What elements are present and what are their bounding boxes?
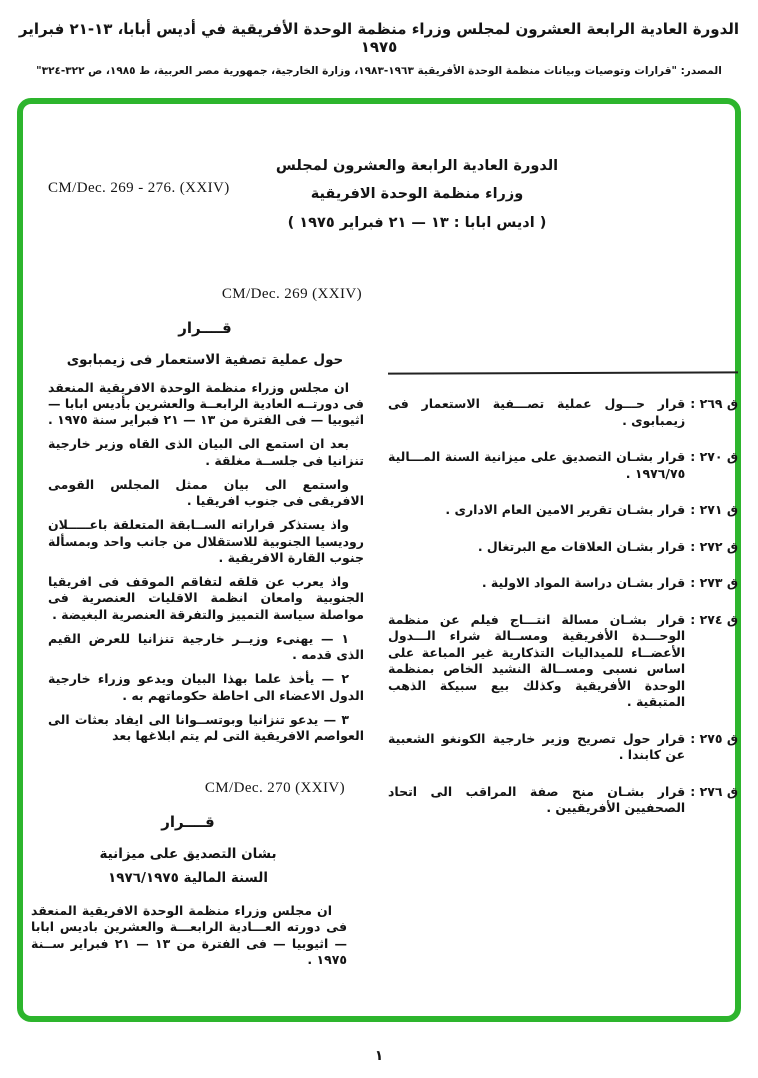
paragraph: بعد ان استمع الى البيان الذى القاه وزير خارجية تنزانيا فى جلســة مغلقة . <box>48 436 364 468</box>
resolution-summary: قرار بشـان تقرير الامين العام الادارى . <box>445 502 686 517</box>
resolution-number: ق ٢٧٤ : <box>690 611 738 627</box>
paragraph: واذ يستذكر قراراته الســابقة المتعلقة باعـــــلان روديسيا الجنوبية للاستقلال من جانب واحد وبمسألة جنوب القارة الافريقية . <box>48 517 364 565</box>
session-caption: الدورة العادية الرابعة العشرون لمجلس وزراء منظمة الوحدة الأفريقية في أديس أبابا، ١٣-٢١ فبراير ١٩٧٥ <box>18 20 740 56</box>
list-item <box>388 575 738 592</box>
index-divider-line <box>388 371 738 374</box>
resolution-number: ق ٢٧١ : <box>690 502 738 517</box>
paragraph: واذ يعرب عن قلقه لتفاقم الموقف فى افريقيا الجنوبية وامعان انظمة الاقليات العنصرية فى مواصلة سياسة التمييز والتفرقة العنصرية البغيضة . <box>48 574 364 622</box>
resolution-summary: قرار حـــول عملية تصـــفية الاستعمار فى زيمبابوى . <box>388 396 686 428</box>
list-item <box>388 731 738 764</box>
list-item <box>388 449 738 482</box>
decree-subject-269: حول عملية تصفية الاستعمار فى زيمبابوى <box>66 352 344 368</box>
resolution-summary: قرار بشـان مسالة انتـــاج فيلم عن منظمة الوحـــدة الأفريقية ومســالة شراء الـــدول الأعضــاء للميداليات التذكارية غير المباعة على اساس نسبى ومســالة النشيد الخاص بمنظمة الوحدة الأفريقية وكذلك بيع سبيكة الذهب المتبقية . <box>388 611 686 709</box>
list-item <box>388 539 738 556</box>
numbered-clause-3: ٣ — يدعو تنزانيا وبوتســوانا الى ايفاد بعثات الى العواصم الافريقية التى لم يتم ابلاغها بعد <box>48 711 364 744</box>
reference-range: CM/Dec. 269 - 276. (XXIV) <box>48 180 230 196</box>
decree-heading-270: قــــرار <box>161 813 215 831</box>
decree-subject-270-line1: بشان التصديق على ميزانية <box>99 846 277 862</box>
resolution-summary: قرار حول تصريح وزير خارجية الكونغو الشعبية عن كابندا . <box>388 730 686 762</box>
numbered-clause-1: ١ — يهنىء وزيــر خارجية تنزانيا للعرض القيم الذى قدمه . <box>48 630 364 663</box>
section-ref-270: CM/Dec. 270 (XXIV) <box>204 780 345 796</box>
resolution-number: ق ٢٧٦ : <box>690 783 738 799</box>
decree-subject-270-line2: السنة المالية ١٩٧٦/١٩٧٥ <box>108 869 268 886</box>
section-270 <box>23 780 353 976</box>
resolution-summary: قرار بشـان العلاقات مع البرتغال . <box>477 538 686 554</box>
document-title-line1: الدورة العادية الرابعة والعشرون لمجلس <box>275 158 559 174</box>
left-column <box>40 286 370 752</box>
paragraph: ان مجلس وزراء منظمة الوحدة الافريقية المنعقد فى دورته العـــادية الرابعـــة والعشرين باديس ابابا — اثيوبيا — فى الفترة من ١٣ — ٢١ فبراير ســنة ١٩٧٥ . <box>31 903 347 967</box>
resolutions-index <box>388 372 738 837</box>
paragraph: ان مجلس وزراء منظمة الوحدة الافريقية المنعقد فى دورتــه العادية الرابعــة والعشرين بأديس ابابا — اثيوبيا — فى الفترة من ١٣ — ٢١ فبراير سنة ١٩٧٥ . <box>48 379 364 428</box>
resolution-number: ق ٢٧٥ : <box>690 730 738 746</box>
resolution-number: ق ٢٧٢ : <box>690 538 738 554</box>
list-item <box>388 502 738 519</box>
paragraph: واستمع الى بيان ممثل المجلس القومى الافريقى فى جنوب افريقيا . <box>48 476 364 509</box>
document-frame <box>17 98 741 1022</box>
resolution-summary: قرار بشـان منح صفة المراقب الى اتحاد الصحفيين الأفريقيين . <box>388 783 686 815</box>
resolution-summary: قرار بشـان التصديق على ميزانية السنة المـــالية ١٩٧٦/٧٥ . <box>388 449 686 481</box>
section-ref-269: CM/Dec. 269 (XXIV) <box>221 286 362 302</box>
document-title-line3: ( اديس ابابا : ١٣ — ٢١ فبراير ١٩٧٥ ) <box>287 214 547 231</box>
list-item <box>388 784 738 817</box>
resolution-summary: قرار بشـان دراسة المواد الاولية . <box>481 575 686 590</box>
document-title-block <box>267 152 567 237</box>
page-header <box>0 20 758 77</box>
resolution-number: ق ٢٦٩ : <box>690 396 738 411</box>
numbered-clause-2: ٢ — يأخذ علما بهذا البيان ويدعو وزراء خارجية الدول الاعضاء الى احاطة حكوماتهم به . <box>48 671 364 703</box>
resolution-number: ق ٢٧٠ : <box>690 449 738 464</box>
list-item <box>388 612 738 711</box>
document-title-line2: وزراء منظمة الوحدة الافريقية <box>310 186 524 203</box>
source-citation: المصدر: "قرارات وتوصيات وبيانات منظمة الوحدة الأفريقية ١٩٦٣-١٩٨٣، وزارة الخارجية، جمهورية مصر العربية، ط ١٩٨٥، ص ٣٢٢-٣٢٤" <box>36 65 722 77</box>
page-number: ١ <box>374 1048 384 1064</box>
resolution-number: ق ٢٧٣ : <box>690 575 738 590</box>
list-item <box>388 396 738 429</box>
decree-heading-269: قــــرار <box>178 319 232 337</box>
